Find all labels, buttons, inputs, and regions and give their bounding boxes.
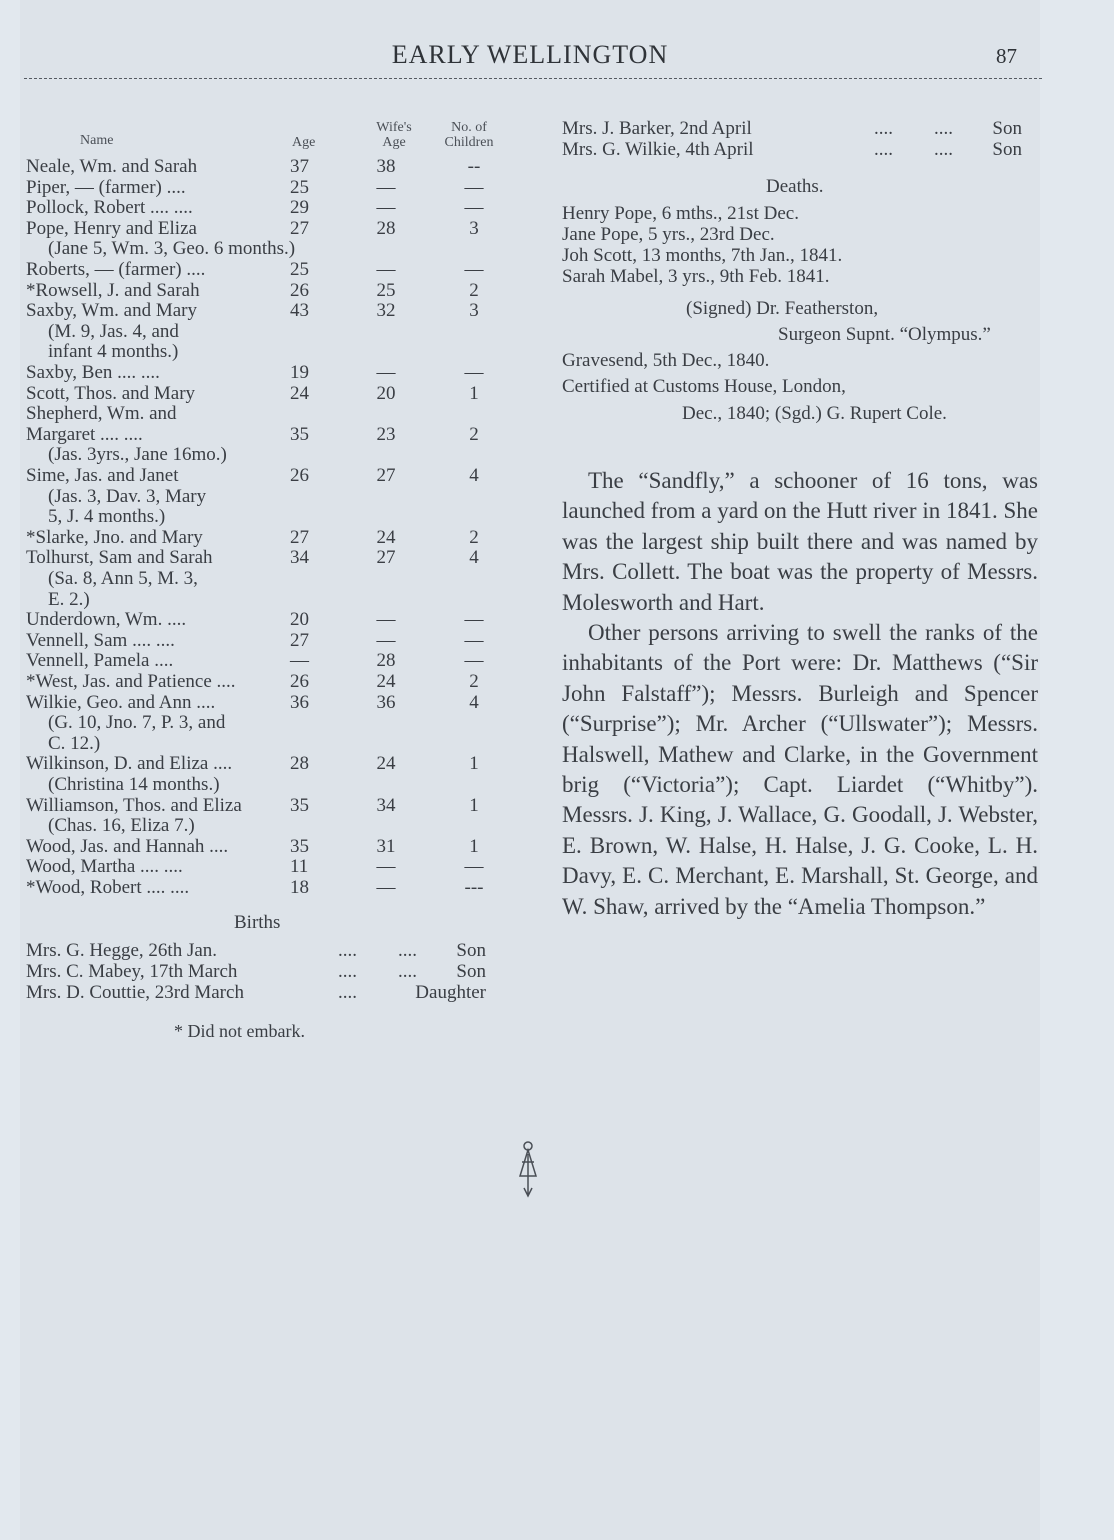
birth-entry <box>562 139 1022 160</box>
cell-children: 2 <box>469 279 479 301</box>
table-row-continuation: (G. 10, Jno. 7, P. 3, and <box>48 712 226 734</box>
table-row <box>0 218 520 239</box>
birth-name: Mrs. D. Couttie, 23rd March <box>26 982 244 1003</box>
cell-name: Wood, Jas. and Hannah .... <box>26 835 229 857</box>
death-entry: Sarah Mabel, 3 yrs., 9th Feb. 1841. <box>562 266 830 287</box>
column-header-children: No. of Children <box>444 120 494 150</box>
cell-children: — <box>464 609 484 631</box>
cell-name: *West, Jas. and Patience .... <box>26 671 236 692</box>
cell-age: 29 <box>290 197 309 219</box>
cell-children: -- <box>467 156 481 177</box>
leader-dots: .... <box>874 139 893 160</box>
births-heading: Births <box>234 912 281 933</box>
cell-wife-age: 24 <box>376 753 396 775</box>
cell-wife-age: 34 <box>376 794 396 816</box>
cell-wife-age: — <box>376 877 396 898</box>
cell-age: 19 <box>290 362 309 383</box>
table-row-continuation: infant 4 months.) <box>48 341 179 363</box>
leader-dots: .... <box>398 940 417 961</box>
cell-age: 28 <box>290 753 309 775</box>
birth-name: Mrs. J. Barker, 2nd April <box>562 118 752 139</box>
table-row <box>0 671 520 692</box>
cell-name: Shepherd, Wm. and <box>26 403 177 425</box>
cell-age: 18 <box>290 877 309 898</box>
cell-age: 20 <box>290 609 309 631</box>
column-header-wife-age: Wife's Age <box>376 120 412 150</box>
cell-age: 27 <box>290 526 309 548</box>
table-row-continuation: (Jane 5, Wm. 3, Geo. 6 months.) <box>48 238 296 260</box>
cell-wife-age: — <box>376 856 396 878</box>
cell-age: 36 <box>290 691 309 713</box>
cell-children: 4 <box>469 465 479 486</box>
cell-wife-age: 36 <box>376 691 396 713</box>
table-row <box>0 856 520 877</box>
cell-wife-age: 28 <box>376 217 396 239</box>
table-row <box>0 692 520 713</box>
cell-wife-age: — <box>376 197 396 219</box>
birth-sex: Son <box>992 118 1022 139</box>
cell-age: — <box>290 650 309 672</box>
cell-children: 2 <box>469 526 479 548</box>
cell-name: *Slarke, Jno. and Mary <box>26 526 203 548</box>
birth-name: Mrs. G. Wilkie, 4th April <box>562 139 754 160</box>
table-row <box>0 465 520 486</box>
table-row <box>0 753 520 774</box>
paragraph-sandfly: The “Sandfly,” a schooner of 16 tons, was launched from a yard on the Hutt river in 1841. She was the largest ship built there and was named by Mrs. Collett. The boat was the property of Messrs. Molesworth and Hart. <box>562 468 1038 615</box>
cell-children: — <box>464 629 484 651</box>
cell-wife-age: — <box>376 259 396 280</box>
header-rule <box>24 78 1042 79</box>
table-row <box>0 609 520 630</box>
table-row <box>0 403 520 424</box>
cell-wife-age: 23 <box>376 423 396 445</box>
cell-age: 25 <box>290 259 309 280</box>
table-row <box>0 795 520 816</box>
cell-name: *Rowsell, J. and Sarah <box>26 279 200 301</box>
cell-name: Wilkinson, D. and Eliza .... <box>26 753 233 775</box>
narrative-text <box>562 466 1038 922</box>
cell-age: 35 <box>290 835 309 857</box>
death-entry: Jane Pope, 5 yrs., 23rd Dec. <box>562 224 775 245</box>
cell-children: 1 <box>469 382 479 404</box>
cell-age: 11 <box>290 856 309 878</box>
table-row <box>0 877 520 898</box>
cell-children: — <box>464 197 484 219</box>
death-entry: Joh Scott, 13 months, 7th Jan., 1841. <box>562 245 843 266</box>
page-number: 87 <box>996 44 1017 68</box>
birth-sex: Son <box>992 139 1022 160</box>
cell-age: 27 <box>290 217 309 239</box>
cell-children: — <box>464 176 484 198</box>
cell-wife-age: 28 <box>376 650 396 672</box>
cell-name: Roberts, — (farmer) .... <box>26 259 206 280</box>
signature-line: (Signed) Dr. Featherston, <box>686 298 879 319</box>
table-row <box>0 547 520 568</box>
cell-children: 4 <box>469 691 479 713</box>
cell-children: 2 <box>469 671 479 692</box>
cell-wife-age: 27 <box>376 547 396 569</box>
cell-wife-age: 31 <box>376 835 396 857</box>
cell-age: 35 <box>290 423 309 445</box>
cell-age: 34 <box>290 547 309 569</box>
cell-wife-age: — <box>376 176 396 198</box>
cell-name: Wilkie, Geo. and Ann .... <box>26 691 216 713</box>
cell-name: Underdown, Wm. .... <box>26 609 187 631</box>
ornament-icon <box>512 1140 544 1200</box>
table-row-continuation: 5, J. 4 months.) <box>48 506 166 528</box>
cell-children: — <box>464 856 484 878</box>
cell-children: — <box>464 259 484 280</box>
cell-wife-age: — <box>376 629 396 651</box>
table-row <box>0 197 520 218</box>
cell-name: Williamson, Thos. and Eliza <box>26 794 242 816</box>
cell-wife-age: 38 <box>376 156 396 177</box>
cell-wife-age: — <box>376 609 396 631</box>
cell-name: *Wood, Robert .... .... <box>26 877 190 898</box>
cell-children: 3 <box>469 300 479 322</box>
deaths-heading: Deaths. <box>766 176 824 197</box>
cell-age: 27 <box>290 629 309 651</box>
cell-name: Wood, Martha .... .... <box>26 856 183 878</box>
cell-name: Saxby, Ben .... .... <box>26 362 160 383</box>
cell-age: 24 <box>290 382 309 404</box>
cell-name: Margaret .... .... <box>26 423 143 445</box>
table-row-continuation: E. 2.) <box>48 588 90 610</box>
cell-age: 37 <box>290 156 309 177</box>
cell-children: 2 <box>469 423 479 445</box>
cell-children: 3 <box>469 217 479 239</box>
table-row <box>0 177 520 198</box>
cell-wife-age: — <box>376 362 396 383</box>
cell-children: — <box>464 362 484 383</box>
gravesend-date: Gravesend, 5th Dec., 1840. <box>562 350 770 371</box>
table-row <box>0 300 520 321</box>
cell-name: Piper, — (farmer) .... <box>26 176 186 198</box>
column-header-age: Age <box>292 135 316 150</box>
cell-name: Neale, Wm. and Sarah <box>26 156 198 177</box>
customs-signature: Dec., 1840; (Sgd.) G. Rupert Cole. <box>682 403 947 424</box>
table-row <box>0 630 520 651</box>
table-row-continuation: (Jas. 3, Dav. 3, Mary <box>48 485 207 507</box>
cell-children: — <box>464 650 484 672</box>
table-row <box>0 259 520 280</box>
table-row <box>0 280 520 301</box>
leader-dots: .... <box>934 139 953 160</box>
cell-name: Pollock, Robert .... .... <box>26 197 193 219</box>
leader-dots: .... <box>338 940 357 961</box>
cell-children: 4 <box>469 547 479 569</box>
cell-name: Tolhurst, Sam and Sarah <box>26 547 213 569</box>
page-title: EARLY WELLINGTON <box>391 40 669 69</box>
birth-name: Mrs. C. Mabey, 17th March <box>26 961 238 982</box>
table-row-continuation: (Jas. 3yrs., Jane 16mo.) <box>48 444 227 466</box>
cell-name: Scott, Thos. and Mary <box>26 382 196 404</box>
cell-name: Vennell, Pamela .... <box>26 650 174 672</box>
cell-age: 25 <box>290 176 309 198</box>
leader-dots: .... <box>398 961 417 982</box>
cell-wife-age: 20 <box>376 382 396 404</box>
cell-wife-age: 24 <box>376 671 396 692</box>
table-row <box>0 362 520 383</box>
table-row-continuation: (M. 9, Jas. 4, and <box>48 320 179 342</box>
cell-age: 26 <box>290 279 309 301</box>
birth-sex: Son <box>456 961 486 982</box>
table-row <box>0 650 520 671</box>
cell-age: 35 <box>290 794 309 816</box>
cell-age: 26 <box>290 671 309 692</box>
cell-name: Sime, Jas. and Janet <box>26 465 179 486</box>
table-row <box>0 156 520 177</box>
footnote: * Did not embark. <box>174 1021 305 1041</box>
birth-sex: Daughter <box>415 982 486 1003</box>
paragraph-arrivals: Other persons arriving to swell the ranks of the inhabitants of the Port were: Dr. Matthews (“Sir John Falstaff”); Messrs. Burleigh and Spencer (“Surprise”); Mr. Archer (“Ullswater”); Messrs. Halswell, Mathew and Clarke, in the Government brig (“Victoria”); Capt. Liardet (“Whitby”). Messrs. J. King, J. Wallace, G. Goodall, J. Webster, E. Brown, W. Halse, H. Halse, J. G. Cooke, L. H. Davy, E. C. Merchant, E. Marshall, St. George, and W. Shaw, arrived by the “Amelia Thompson.” <box>562 620 1038 919</box>
leader-dots: .... <box>338 982 357 1003</box>
cell-wife-age: 32 <box>376 300 396 322</box>
cell-children: 1 <box>469 835 479 857</box>
cell-wife-age: 25 <box>376 279 396 301</box>
cell-name: Vennell, Sam .... .... <box>26 629 175 651</box>
leader-dots: .... <box>338 961 357 982</box>
cell-name: Saxby, Wm. and Mary <box>26 300 197 322</box>
table-row-continuation: (Sa. 8, Ann 5, M. 3, <box>48 568 198 589</box>
column-header-name: Name <box>80 133 114 148</box>
cell-age: 43 <box>290 300 309 322</box>
cell-age: 26 <box>290 465 309 486</box>
table-row-continuation: C. 12.) <box>48 732 101 754</box>
cell-wife-age: 24 <box>376 526 396 548</box>
leader-dots: .... <box>934 118 953 139</box>
table-row <box>0 424 520 445</box>
cell-wife-age: 27 <box>376 465 396 486</box>
cell-children: 1 <box>469 753 479 775</box>
signature-title: Surgeon Supnt. “Olympus.” <box>778 324 991 345</box>
table-row-continuation: (Chas. 16, Eliza 7.) <box>48 815 195 837</box>
birth-sex: Son <box>456 940 486 961</box>
birth-name: Mrs. G. Hegge, 26th Jan. <box>26 940 218 961</box>
death-entry: Henry Pope, 6 mths., 21st Dec. <box>562 203 799 224</box>
cell-name: Pope, Henry and Eliza <box>26 217 197 239</box>
table-row-continuation: (Christina 14 months.) <box>48 774 220 795</box>
table-row <box>0 527 520 548</box>
cell-children: 1 <box>469 794 479 816</box>
table-row <box>0 383 520 404</box>
leader-dots: .... <box>874 118 893 139</box>
cell-children: --- <box>464 877 484 898</box>
table-row <box>0 836 520 857</box>
birth-entry <box>562 118 1022 139</box>
customs-certification: Certified at Customs House, London, <box>562 376 846 397</box>
